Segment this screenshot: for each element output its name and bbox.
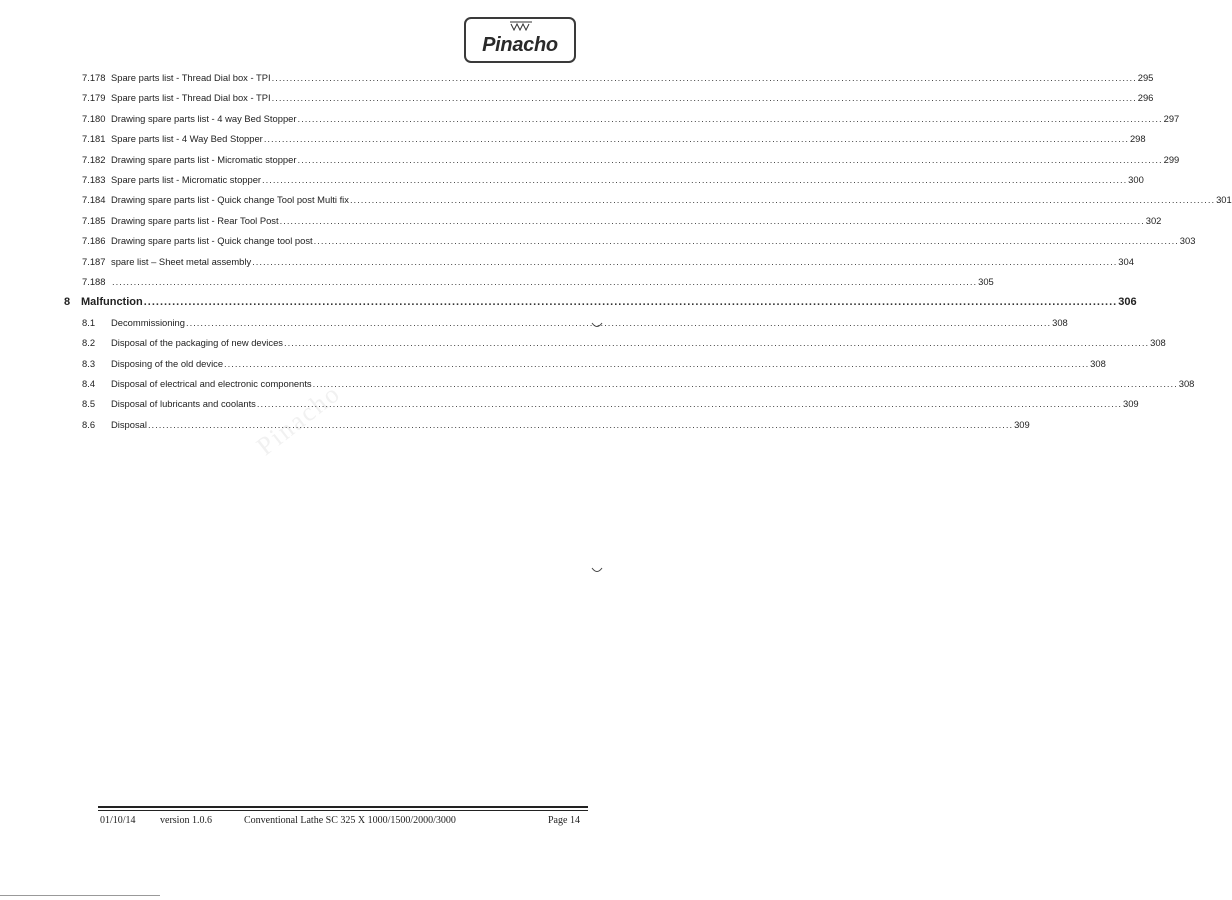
toc-leader-dots: ................................................................................................................................................................................................................................................ xyxy=(312,378,1178,389)
toc-title: Malfunction xyxy=(81,296,143,309)
toc-leader-dots: ................................................................................................................................................................................................................................................ xyxy=(349,194,1216,206)
toc-row[interactable] xyxy=(82,92,1154,104)
logo-mark-icon xyxy=(510,21,532,31)
toc-title: Drawing spare parts list - Micromatic stopper xyxy=(111,153,297,165)
toc-number: 7.185 xyxy=(82,214,106,226)
toc-row[interactable] xyxy=(82,255,1134,267)
toc-number: 8.6 xyxy=(82,418,96,430)
toc-title: Disposal of lubricants and coolants xyxy=(111,398,256,410)
toc-row[interactable] xyxy=(82,235,1196,247)
toc-number: 8.2 xyxy=(82,337,96,349)
toc-title: Disposal of electrical and electronic components xyxy=(111,378,312,389)
toc-row[interactable] xyxy=(82,418,1030,430)
toc-row[interactable] xyxy=(82,357,1106,369)
toc-page-number: 299 xyxy=(1163,153,1180,165)
toc-leader-dots: ................................................................................................................................................................................................................................................ xyxy=(279,214,1145,226)
toc-title: Drawing spare parts list - 4 way Bed Stopper xyxy=(111,112,297,124)
toc-page-number: 309 xyxy=(1123,398,1139,410)
toc-page-number: 309 xyxy=(1014,418,1030,430)
logo-text: Pinacho xyxy=(482,34,558,56)
toc-page-number: 300 xyxy=(1128,174,1144,185)
binding-hole-mark-top xyxy=(591,322,603,329)
toc-row[interactable] xyxy=(82,72,1154,83)
toc-number: 7.180 xyxy=(82,112,106,124)
toc-page-number: 308 xyxy=(1052,316,1068,328)
toc-leader-dots: ................................................................................................................................................................................................................................................ xyxy=(271,72,1137,83)
toc-leader-dots: ................................................................................................................................................................................................................................................ xyxy=(256,398,1122,410)
toc-leader-dots: ................................................................................................................................................................................................................................................ xyxy=(313,235,1179,247)
toc-page-number: 298 xyxy=(1129,133,1146,145)
toc-number: 7.178 xyxy=(82,72,106,83)
toc-page-number: 296 xyxy=(1137,92,1154,104)
toc-number: 8.5 xyxy=(82,398,96,410)
toc-leader-dots: ................................................................................................................................................................................................................................................ xyxy=(252,255,1118,267)
toc-leader-dots: ................................................................................................................................................................................................................................................ xyxy=(147,418,1014,430)
footer-version: version 1.0.6 xyxy=(160,815,212,826)
footer-rule-thin xyxy=(98,810,588,811)
toc-number: 7.182 xyxy=(82,153,106,165)
toc-number: 7.184 xyxy=(82,194,106,206)
watermark-text: Pinacho xyxy=(251,378,347,462)
binding-hole-mark-bottom xyxy=(591,567,603,574)
footer-page-number: Page 14 xyxy=(548,815,580,826)
toc-title: Drawing spare parts list - Quick change Tool post Multi fix xyxy=(111,194,349,206)
toc-row[interactable] xyxy=(82,153,1180,165)
toc-leader-dots: ................................................................................................................................................................................................................................................ xyxy=(283,337,1150,349)
toc-title: Spare parts list - Thread Dial box - TPI xyxy=(111,92,271,104)
toc-title: Spare parts list - Micromatic stopper xyxy=(111,174,262,185)
toc-title: Disposing of the old device xyxy=(111,357,224,369)
toc-title: spare list – Sheet metal assembly xyxy=(111,255,252,267)
toc-number: 8 xyxy=(64,296,71,309)
toc-row[interactable] xyxy=(82,112,1180,124)
toc-title: Spare parts list - 4 Way Bed Stopper xyxy=(111,133,263,145)
toc-row[interactable] xyxy=(82,174,1144,185)
scan-edge-line xyxy=(0,895,160,896)
toc-number: 8.1 xyxy=(82,316,96,328)
toc-page-number: 297 xyxy=(1163,112,1180,124)
toc-leader-dots: ................................................................................................................................................................................................................................................ xyxy=(271,92,1137,104)
toc-leader-dots: ................................................................................................................................................................................................................................................ xyxy=(297,153,1163,165)
footer-product: Conventional Lathe SC 325 X 1000/1500/2000/3000 xyxy=(244,815,456,826)
toc-row[interactable] xyxy=(82,378,1195,389)
toc-leader-dots: ................................................................................................................................................................................................................................................ xyxy=(143,296,1118,309)
footer-rule-thick xyxy=(98,806,588,808)
toc-page-number: 308 xyxy=(1150,337,1166,349)
toc-title: Decommissioning xyxy=(111,316,185,328)
toc-number: 7.181 xyxy=(82,133,106,145)
toc-title: Disposal xyxy=(111,418,147,430)
toc-number: 7.186 xyxy=(82,235,106,247)
toc-number: 7.183 xyxy=(82,174,106,185)
toc-page-number: 301 xyxy=(1216,194,1232,206)
toc-page-number: 305 xyxy=(978,276,994,287)
toc-page-number: 308 xyxy=(1090,357,1106,369)
pinacho-logo xyxy=(464,17,576,63)
toc-title: Spare parts list - Thread Dial box - TPI xyxy=(111,72,271,83)
toc-leader-dots: ................................................................................................................................................................................................................................................ xyxy=(263,133,1129,145)
toc-page-number: 304 xyxy=(1118,255,1134,267)
toc-title: Drawing spare parts list - Rear Tool Post xyxy=(111,214,279,226)
toc-row[interactable] xyxy=(82,194,1232,206)
toc-number: 7.188 xyxy=(82,276,106,287)
toc-page-number: 308 xyxy=(1178,378,1195,389)
toc-page-number: 295 xyxy=(1137,72,1154,83)
toc-row[interactable] xyxy=(82,316,1068,328)
toc-number: 7.179 xyxy=(82,92,106,104)
toc-leader-dots: ................................................................................................................................................................................................................................................ xyxy=(185,316,1052,328)
toc-leader-dots: ................................................................................................................................................................................................................................................ xyxy=(297,112,1163,124)
toc-leader-dots: ................................................................................................................................................................................................................................................ xyxy=(112,276,978,287)
toc-row[interactable] xyxy=(82,398,1139,410)
footer-date: 01/10/14 xyxy=(100,815,136,826)
toc-number: 8.3 xyxy=(82,357,96,369)
toc-page-number: 306 xyxy=(1118,296,1137,309)
toc-page-number: 302 xyxy=(1145,214,1162,226)
toc-row[interactable] xyxy=(82,337,1166,349)
toc-chapter-row[interactable] xyxy=(64,296,1137,309)
toc-row[interactable] xyxy=(82,276,994,287)
toc-leader-dots: ................................................................................................................................................................................................................................................ xyxy=(224,357,1090,369)
toc-page-number: 303 xyxy=(1179,235,1196,247)
toc-row[interactable] xyxy=(82,133,1146,145)
toc-title: Drawing spare parts list - Quick change tool post xyxy=(111,235,313,247)
toc-row[interactable] xyxy=(82,214,1162,226)
toc-number: 8.4 xyxy=(82,378,96,389)
toc-leader-dots: ................................................................................................................................................................................................................................................ xyxy=(262,174,1128,185)
toc-title: Disposal of the packaging of new devices xyxy=(111,337,283,349)
toc-number: 7.187 xyxy=(82,255,106,267)
